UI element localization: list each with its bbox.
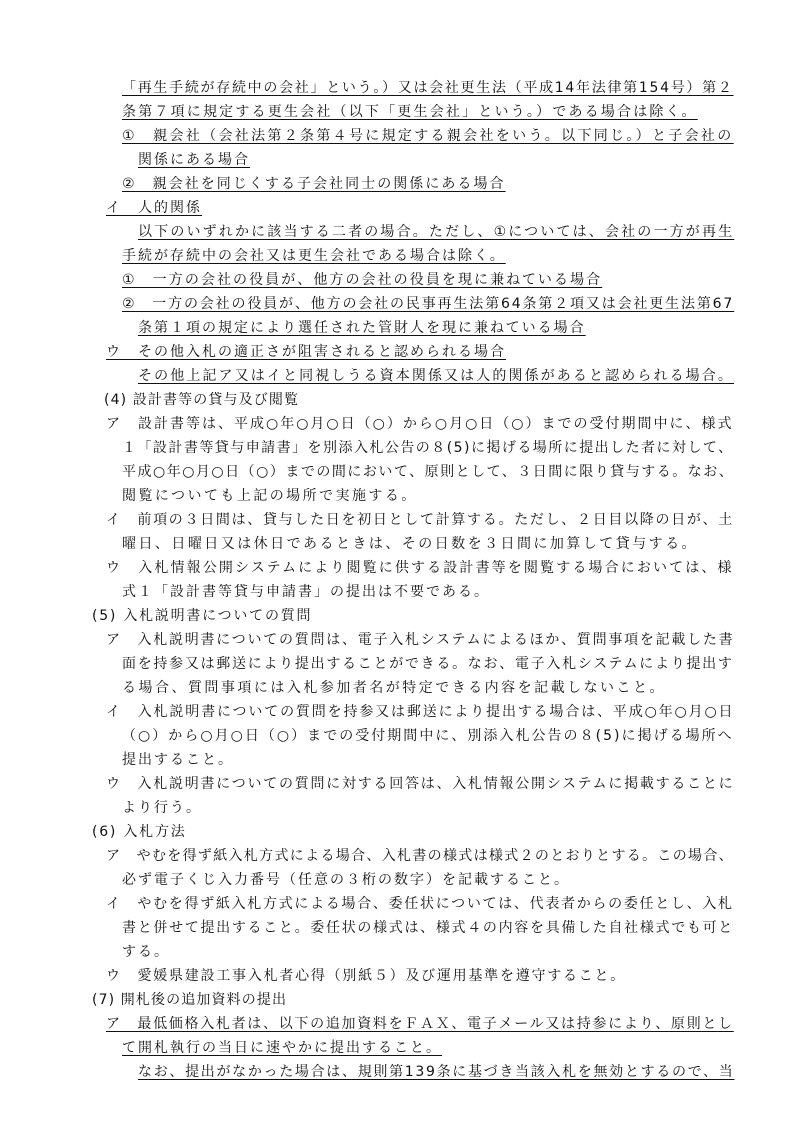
text-line: ウ 入札説明書についての質問に対する回答は、入札情報公開システムに掲載することに xyxy=(106,776,735,792)
text-line: なお、提出がなかった場合は、規則第139条に基づき当該入札を無効とするので、当 xyxy=(138,1064,735,1080)
text-line: 「再生手続が存続中の会社」という。）又は会社更生法（平成14年法律第154号）第２ xyxy=(122,80,734,96)
text-line: ウ その他入札の適正さが阻害されると認められる場合 xyxy=(106,344,506,360)
text-line: イ 人的関係 xyxy=(106,200,202,216)
text-line: イ 前項の３日間は、貸与した日を初日として計算する。ただし、２日目以降の日が、土 xyxy=(106,512,734,528)
section-heading: (7) 開札後の追加資料の提出 xyxy=(92,992,288,1008)
text-line: 条第７項に規定する更生会社（以下「更生会社」という。）である場合は除く。 xyxy=(122,104,698,120)
text-line: イ 入札説明書についての質問を持参又は郵送により提出する場合は、平成○年○月○日 xyxy=(106,704,735,720)
text-line: 必ず電子くじ入力番号（任意の３桁の数字）を記載すること。 xyxy=(122,872,570,888)
section-heading: (6) 入札方法 xyxy=(92,824,187,840)
text-line: 式１「設計書等貸与申請書」の提出は不要である。 xyxy=(122,584,490,600)
text-line: 平成○年○月○日（○）までの間において、原則として、３日間に限り貸与する。なお、 xyxy=(122,464,735,480)
text-line: 曜日、日曜日又は休日であるときは、その日数を３日間に加算して貸与する。 xyxy=(122,536,698,552)
text-line: ア 設計書等は、平成○年○月○日（○）から○月○日（○）までの受付期間中に、様式 xyxy=(106,416,734,432)
text-line: 書と併せて提出すること。委任状の様式は、様式４の内容を具備した自社様式でも可と xyxy=(122,920,734,936)
text-line: ア 最低価格入札者は、以下の追加資料をＦＡＸ、電子メール又は持参により、原則とし xyxy=(106,1016,734,1032)
text-line: 提出すること。 xyxy=(122,752,234,768)
text-line: イ やむを得ず紙入札方式による場合、委任状については、代表者からの委任とし、入札 xyxy=(106,896,734,912)
text-line: その他上記ア又はイと同視しうる資本関係又は人的関係があると認められる場合。 xyxy=(138,368,734,384)
text-line: ② 親会社を同じくする子会社同士の関係にある場合 xyxy=(122,176,506,192)
text-line: 面を持参又は郵送により提出することができる。なお、電子入札システムにより提出す xyxy=(122,656,734,672)
text-line: １「設計書等貸与申請書」を別添入札公告の８(5)に掲げる場所に提出した者に対して、 xyxy=(122,440,734,456)
text-line: より行う。 xyxy=(122,800,202,816)
text-line: ② 一方の会社の役員が、他方の会社の民事再生法第64条第２項又は会社更生法第67 xyxy=(122,296,735,312)
text-line: ウ 入札情報公開システムにより閲覧に供する設計書等を閲覧する場合においては、様 xyxy=(106,560,734,576)
text-line: 条第１項の規定により選任された管財人を現に兼ねている場合 xyxy=(138,320,586,336)
text-line: （○）から○月○日（○）までの受付期間中に、別添入札公告の８(5)に掲げる場所へ xyxy=(122,728,734,744)
section-heading: (5) 入札説明書についての質問 xyxy=(92,608,313,624)
text-line: 閲覧についても上記の場所で実施する。 xyxy=(122,488,418,504)
text-line: 以下のいずれかに該当する二者の場合。ただし、①については、会社の一方が再生 xyxy=(138,224,735,240)
text-line: ウ 愛媛県建設工事入札者心得（別紙５）及び運用基準を遵守すること。 xyxy=(106,968,626,984)
text-line: ア 入札説明書についての質問は、電子入札システムによるほか、質問事項を記載した書 xyxy=(106,632,735,648)
text-line: ① 一方の会社の役員が、他方の会社の役員を現に兼ねている場合 xyxy=(122,272,603,288)
section-heading: (4) 設計書等の貸与及び閲覧 xyxy=(104,392,300,408)
text-line: 関係にある場合 xyxy=(138,152,250,168)
text-line: ① 親会社（会社法第２条第４号に規定する親会社をいう。以下同じ。）と子会社の xyxy=(122,128,734,144)
text-line: ア やむを得ず紙入札方式による場合、入札書の様式は様式２のとおりとする。この場合、 xyxy=(106,848,734,864)
text-line: する。 xyxy=(122,944,170,960)
text-line: て開札執行の当日に速やかに提出すること。 xyxy=(122,1040,442,1056)
text-line: る場合、質問事項には入札参加者名が特定できる内容を記載しないこと。 xyxy=(122,680,666,696)
text-line: 手続が存続中の会社又は更生会社である場合は除く。 xyxy=(122,248,506,264)
